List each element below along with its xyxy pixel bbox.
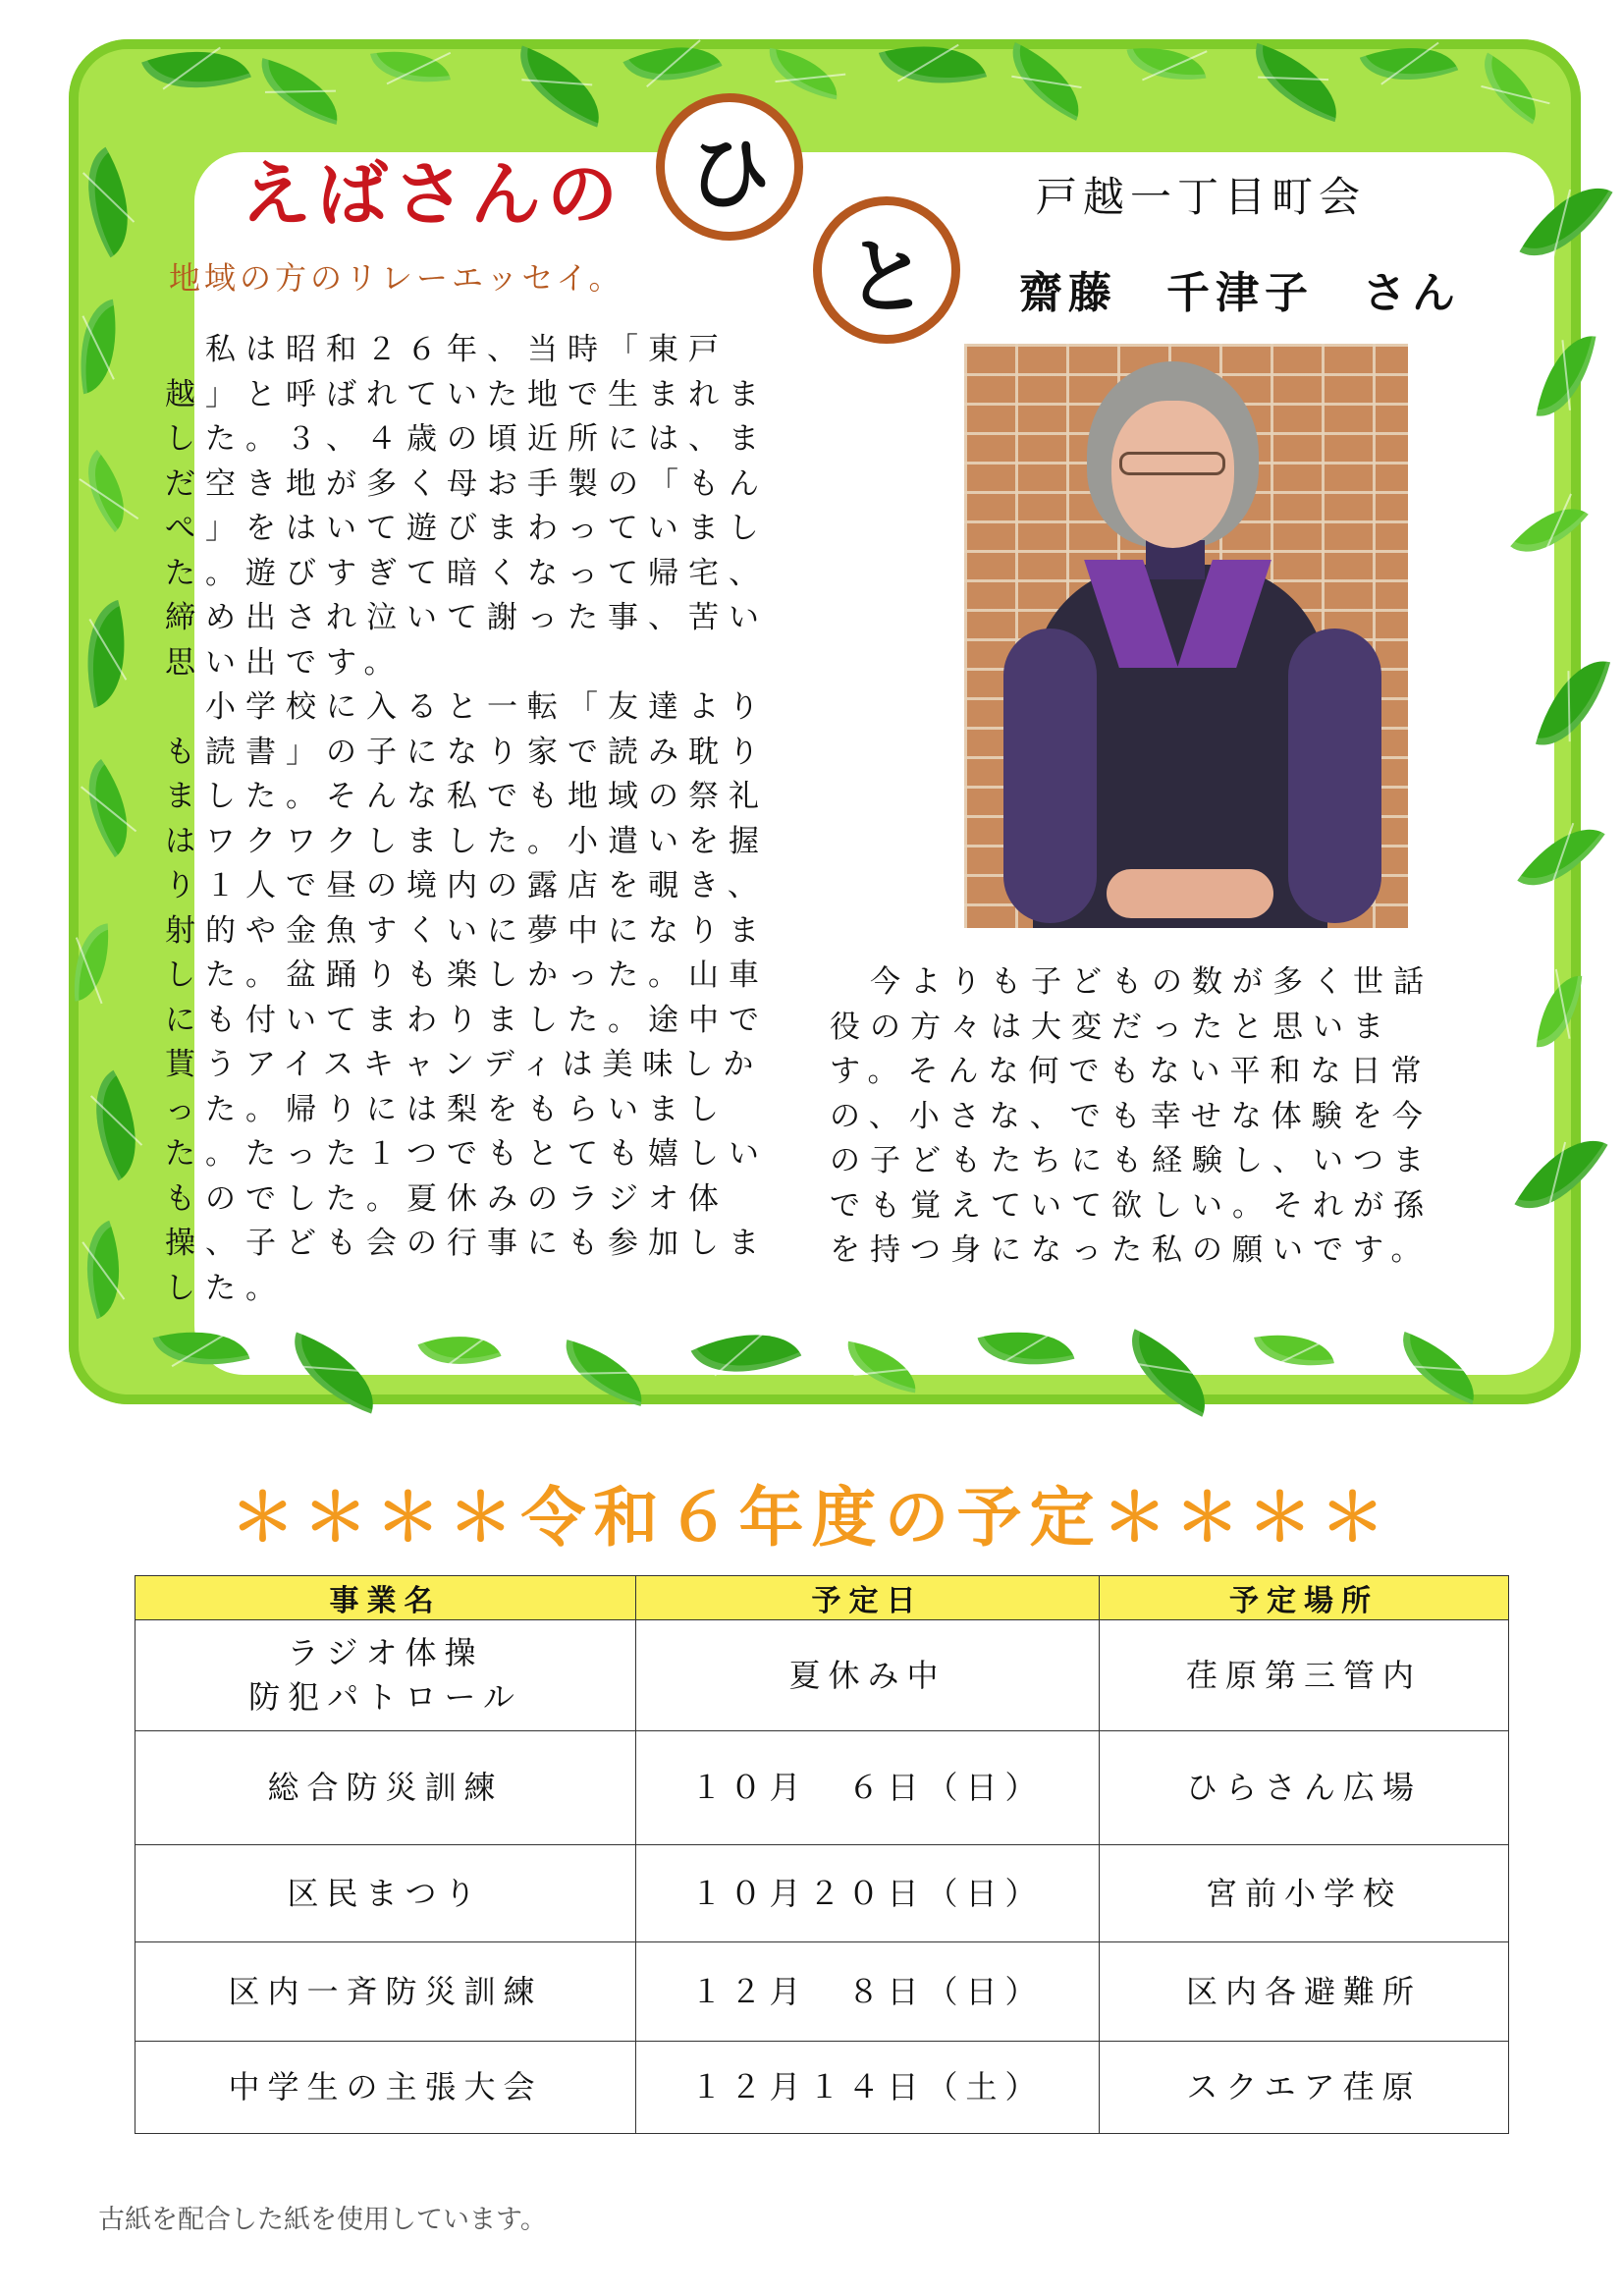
schedule-header-row bbox=[135, 1576, 1509, 1620]
photo-hands bbox=[1107, 869, 1273, 918]
photo-sleeve bbox=[1288, 629, 1381, 923]
schedule-row bbox=[135, 1731, 1509, 1845]
hito-circle-to: と bbox=[813, 196, 960, 344]
column-header-place: 予定場所 bbox=[1100, 1576, 1509, 1620]
event-place-cell: 区内各避難所 bbox=[1100, 1942, 1509, 2042]
column-header-event: 事業名 bbox=[135, 1576, 636, 1620]
hito-circle-hi: ひ bbox=[656, 93, 803, 241]
schedule-row bbox=[135, 1845, 1509, 1942]
organization-name: 戸越一丁目町会 bbox=[1036, 173, 1367, 221]
essay-left-column bbox=[165, 328, 769, 1311]
schedule-row bbox=[135, 2042, 1509, 2134]
event-date-cell: １０月 ６日（日） bbox=[636, 1731, 1100, 1845]
event-date-cell: 夏休み中 bbox=[636, 1620, 1100, 1731]
event-place-cell: ひらさん広場 bbox=[1100, 1731, 1509, 1845]
essay-subtitle: 地域の方のリレーエッセイ。 bbox=[169, 259, 624, 297]
essay-right-column bbox=[830, 960, 1443, 1274]
event-name-line: 防犯パトロール bbox=[248, 1678, 522, 1716]
event-name-cell: 中学生の主張大会 bbox=[135, 2042, 636, 2134]
essay-paragraph: 私は昭和２６年、当時「東戸越」と呼ばれていた地で生まれました。３、４歳の頃近所には、まだ空き地が多く母お手製の「もんぺ」をはいて遊びまわっていました。遊びすぎて暗くなって帰宅、締め出され泣いて謝った事、苦い思い出です。 bbox=[165, 332, 769, 681]
event-name-cell: 区内一斉防災訓練 bbox=[135, 1942, 636, 2042]
event-date-cell: １２月 ８日（日） bbox=[636, 1942, 1100, 2042]
event-date-cell: １０月２０日（日） bbox=[636, 1845, 1100, 1942]
schedule-row bbox=[135, 1620, 1509, 1731]
schedule-table bbox=[135, 1575, 1509, 2134]
essay-paragraph: 小学校に入ると一転「友達よりも読書」の子になり家で読み耽りました。そんな私でも地域の祭礼はワクワクしました。小遣いを握り１人で昼の境内の露店を覗き、射的や金魚すくいに夢中になりました。盆踊りも楽しかった。山車にも付いてまわりました。途中で貰うアイスキャンディは美味しかった。帰りには梨をもらいました。たった１つでもとても嬉しいものでした。夏休みのラジオ体操、子ども会の行事にも参加しました。 bbox=[165, 689, 769, 1306]
photo-sleeve bbox=[1003, 629, 1097, 923]
photo-glasses bbox=[1119, 452, 1225, 475]
event-place-cell: 荏原第三管内 bbox=[1100, 1620, 1509, 1731]
column-header-date: 予定日 bbox=[636, 1576, 1100, 1620]
event-name-line: ラジオ体操 bbox=[287, 1634, 484, 1671]
essay-paragraph: 今よりも子どもの数が多く世話役の方々は大変だったと思います。そんな何でもない平和な日常の、小さな、でも幸せな体験を今の子どもたちにも経験し、いつまでも覚えていて欲しい。それが孫を持つ身になった私の願いです。 bbox=[830, 964, 1434, 1268]
event-place-cell: スクエア荏原 bbox=[1100, 2042, 1509, 2134]
essay-series-title: えばさんの bbox=[241, 153, 624, 236]
author-name: 齋藤 千津子 さん bbox=[1019, 268, 1461, 318]
author-photo bbox=[964, 344, 1408, 928]
schedule-title: ＊＊＊＊令和６年度の予定＊＊＊＊ bbox=[230, 1480, 1393, 1556]
event-name-cell: 区民まつり bbox=[135, 1845, 636, 1942]
event-name-cell bbox=[135, 1620, 636, 1731]
event-place-cell: 宮前小学校 bbox=[1100, 1845, 1509, 1942]
schedule-row bbox=[135, 1942, 1509, 2042]
event-name-cell: 総合防災訓練 bbox=[135, 1731, 636, 1845]
event-date-cell: １２月１４日（土） bbox=[636, 2042, 1100, 2134]
recycled-paper-note: 古紙を配合した紙を使用しています。 bbox=[98, 2205, 547, 2235]
